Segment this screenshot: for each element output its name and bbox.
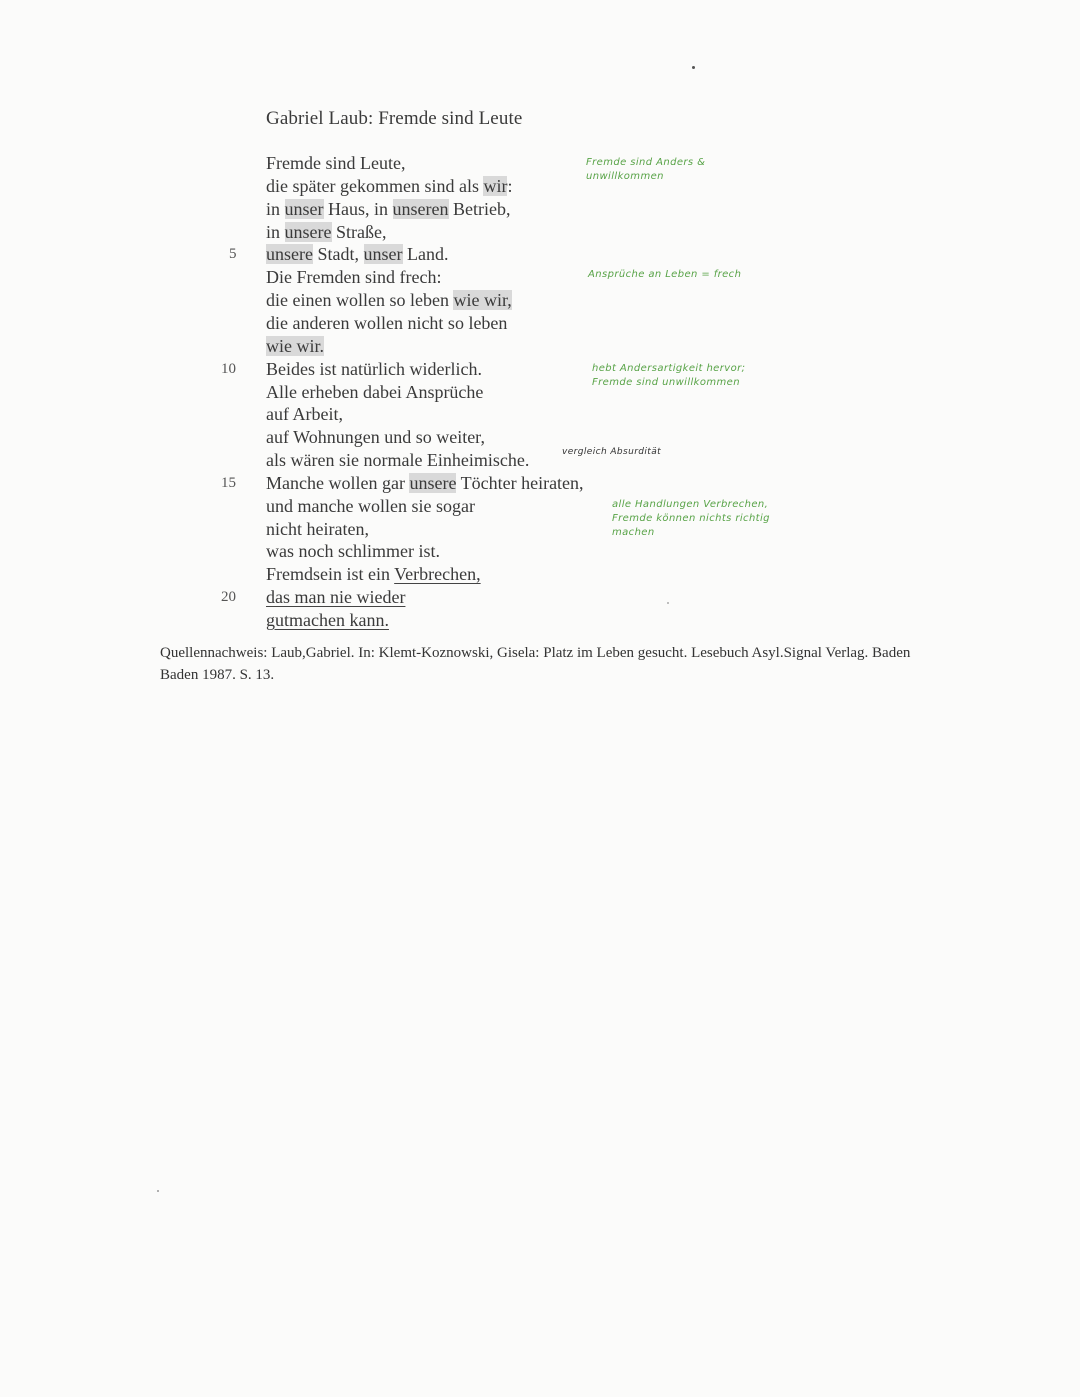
poem-line bbox=[266, 540, 440, 562]
poem-line bbox=[266, 175, 512, 197]
underlined-text: gutmachen kann. bbox=[266, 610, 389, 630]
poem-line bbox=[266, 289, 512, 311]
line-number: 5 bbox=[229, 246, 237, 263]
poem-line bbox=[266, 563, 481, 585]
margin-note-line: Ansprüche an Leben = frech bbox=[588, 269, 742, 280]
highlighted-text: wie wir. bbox=[266, 335, 324, 356]
line-text: die anderen wollen nicht so leben bbox=[266, 312, 508, 333]
margin-note-line: vergleich Absurdität bbox=[562, 447, 662, 457]
poem-line bbox=[266, 312, 507, 334]
highlighted-text: wie wir, bbox=[453, 290, 512, 311]
poem-line bbox=[266, 198, 510, 220]
source-citation: Quellennachweis: Laub,Gabriel. In: Klemt-Koznowski, Gisela: Platz im Leben gesucht. Lesebuch Asyl.Signal Verlag. Baden Baden 1987. S. 13. bbox=[160, 645, 911, 683]
highlighted-text: unsere bbox=[409, 472, 457, 493]
line-text: Fremde sind Leute, bbox=[266, 153, 406, 173]
margin-note-line: machen bbox=[612, 527, 655, 538]
poem-line bbox=[266, 472, 584, 494]
poem-line bbox=[266, 495, 475, 517]
poem-line bbox=[266, 335, 324, 357]
highlighted-text: unser bbox=[363, 244, 403, 265]
line-text: Alle erheben dabei Ansprüche bbox=[266, 381, 484, 402]
poem-line bbox=[266, 266, 441, 288]
poem-line bbox=[266, 449, 529, 471]
poem-line bbox=[266, 221, 386, 243]
margin-note-line: Fremde sind unwillkommen bbox=[592, 377, 740, 388]
line-text: Betrieb, bbox=[448, 198, 511, 219]
poem-line bbox=[266, 152, 405, 174]
margin-note bbox=[592, 362, 745, 390]
line-number: 15 bbox=[221, 474, 236, 491]
margin-note bbox=[588, 268, 741, 282]
poem-line bbox=[266, 403, 343, 425]
line-text: Fremdsein ist ein bbox=[266, 564, 395, 585]
margin-note-line: alle Handlungen Verbrechen, bbox=[612, 499, 769, 510]
poem-line bbox=[266, 586, 405, 608]
line-text: Beides ist natürlich widerlich. bbox=[266, 358, 482, 379]
margin-note-line: hebt Andersartigkeit hervor; bbox=[592, 363, 746, 374]
margin-note-line: Fremde können nichts richtig bbox=[612, 513, 770, 524]
highlighted-text: unser bbox=[284, 198, 324, 219]
poem-line bbox=[266, 609, 389, 631]
line-text: Land. bbox=[402, 244, 449, 265]
line-text: und manche wollen sie sogar bbox=[266, 495, 475, 516]
highlighted-text: unsere bbox=[266, 244, 313, 265]
scan-speck bbox=[157, 1190, 159, 1192]
underlined-text: das man nie wieder bbox=[266, 587, 406, 608]
highlighted-text: unseren bbox=[392, 198, 449, 219]
line-text: auf Wohnungen und so weiter, bbox=[266, 427, 485, 448]
poem-line bbox=[266, 426, 485, 448]
poem-line bbox=[266, 243, 448, 265]
line-number: 20 bbox=[221, 589, 236, 606]
margin-note bbox=[586, 156, 705, 184]
line-text: in bbox=[266, 221, 285, 242]
underlined-text: Verbrechen, bbox=[394, 564, 481, 585]
line-number: 10 bbox=[221, 360, 236, 377]
line-text: in bbox=[266, 198, 285, 219]
line-text: Manche wollen gar bbox=[266, 472, 410, 493]
margin-note bbox=[562, 445, 661, 459]
margin-note-line: unwillkommen bbox=[586, 171, 664, 182]
line-text: Töchter heiraten, bbox=[456, 472, 584, 493]
poem-line bbox=[266, 518, 369, 540]
highlighted-text: wir bbox=[483, 175, 508, 196]
line-text: die später gekommen sind als bbox=[266, 175, 484, 196]
line-text: die einen wollen so leben bbox=[266, 290, 454, 311]
line-text: nicht heiraten, bbox=[266, 518, 369, 539]
line-text: als wären sie normale Einheimische. bbox=[266, 450, 530, 471]
scan-speck bbox=[667, 602, 669, 604]
line-text: auf Arbeit, bbox=[266, 404, 343, 425]
line-text: Haus, in bbox=[323, 198, 393, 219]
highlighted-text: unsere bbox=[284, 221, 332, 242]
scan-speck bbox=[692, 66, 695, 69]
margin-note-line: Fremde sind Anders & bbox=[586, 157, 706, 168]
poem-line bbox=[266, 381, 483, 403]
line-text: was noch schlimmer ist. bbox=[266, 541, 440, 562]
margin-note bbox=[612, 498, 770, 540]
line-text: Die Fremden sind frech: bbox=[266, 267, 442, 288]
line-text: Straße, bbox=[331, 221, 387, 242]
line-text: : bbox=[507, 175, 513, 196]
poem-line bbox=[266, 358, 482, 380]
line-text: Stadt, bbox=[312, 244, 364, 265]
poem-title: Gabriel Laub: Fremde sind Leute bbox=[266, 108, 523, 129]
